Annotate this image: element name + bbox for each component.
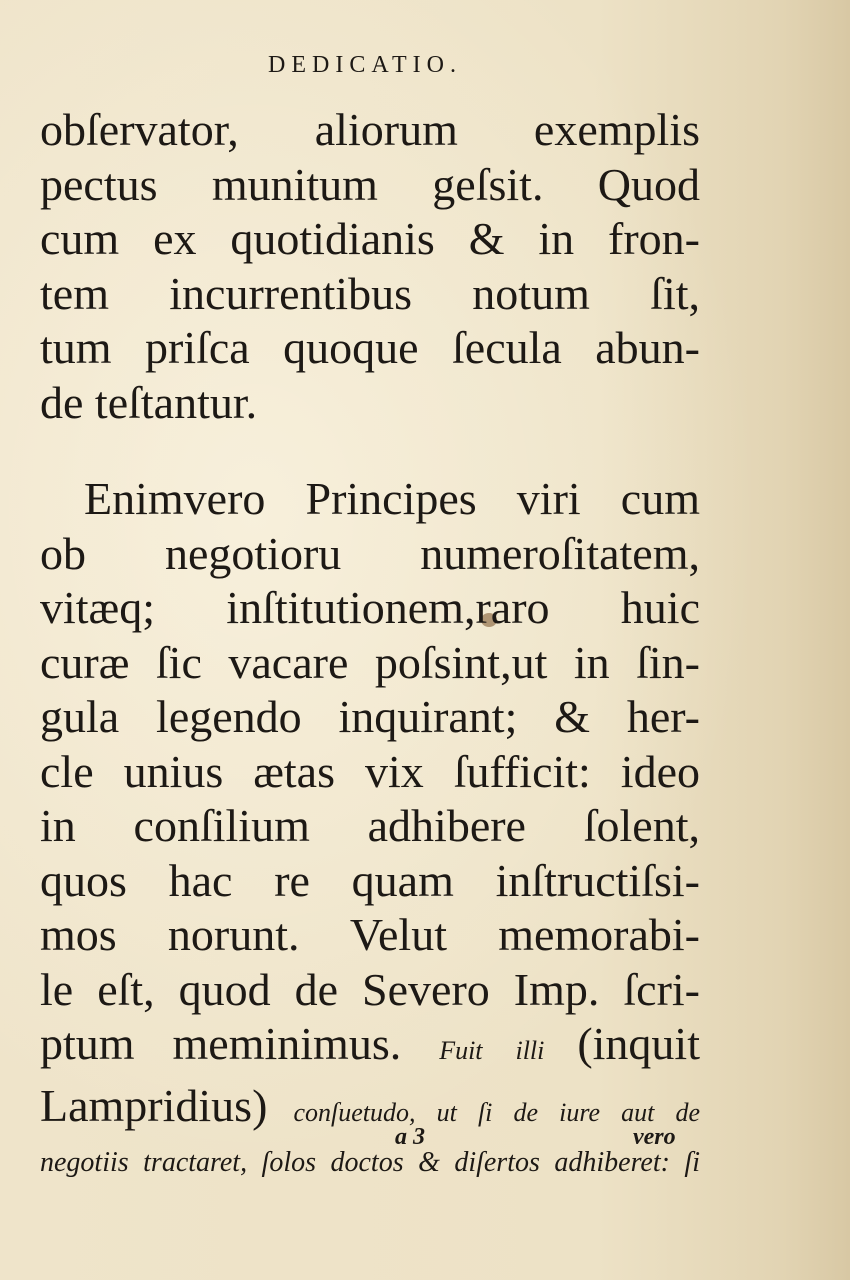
text-line — [40, 581, 700, 636]
roman-text: cum ex quotidianis & in fron- — [40, 213, 700, 264]
text-line — [40, 376, 700, 431]
text-line — [40, 472, 700, 527]
text-line — [40, 799, 700, 854]
roman-text: mos norunt. Velut memorabi- — [40, 909, 700, 960]
roman-text: Enimvero Principes viri cum — [84, 473, 700, 524]
running-head: DEDICATIO. — [268, 52, 462, 78]
roman-text: vitæq; inſtitutionem,raro huic — [40, 582, 700, 633]
text-line — [40, 321, 700, 376]
roman-text: in conſilium adhibere ſolent, — [40, 800, 700, 851]
text-line — [40, 267, 700, 322]
text-line — [40, 158, 700, 213]
roman-text: le eſt, quod de Severo Imp. ſcri- — [40, 963, 700, 1015]
roman-text: de teſtantur. — [40, 376, 258, 428]
roman-text: obſervator, aliorum exemplis — [40, 104, 700, 155]
roman-text: Lampridius) — [40, 1079, 294, 1131]
text-line — [40, 1144, 700, 1182]
text-line — [40, 1079, 700, 1141]
roman-text: quos hac re quam inſtructiſsi- — [40, 854, 700, 906]
roman-text: gula legendo inquirant; & her- — [40, 691, 700, 742]
roman-text: (inquit — [577, 1018, 700, 1069]
text-line — [40, 636, 700, 691]
text-line — [40, 527, 700, 582]
roman-text: tem incurrentibus notum ſit, — [40, 267, 700, 319]
text-line — [40, 103, 700, 158]
text-line — [40, 963, 700, 1018]
roman-text: curæ ſic vacare poſsint,ut in ſin- — [40, 636, 700, 688]
italic-text: conſuetudo, ut ſi de iure aut de — [293, 1097, 700, 1127]
italic-text: negotiis tractaret, ſolos doctos & diſertos adhiberet: ſi — [40, 1147, 700, 1178]
italic-text: Fuit illi — [439, 1036, 578, 1065]
roman-text: cle unius ætas vix ſufficit: ideo — [40, 745, 700, 797]
paragraph-gap — [40, 430, 700, 472]
body-text — [40, 103, 700, 1182]
text-line — [40, 212, 700, 267]
text-line — [40, 908, 700, 963]
text-line — [40, 690, 700, 745]
roman-text: ob negotioru numeroſitatem, — [40, 527, 700, 579]
text-line — [40, 745, 700, 800]
roman-text: pectus munitum geſsit. Quod — [40, 158, 700, 210]
roman-text: ptum meminimus. — [40, 1018, 440, 1069]
text-line — [40, 1017, 700, 1079]
signature-mark: a 3 — [395, 1124, 425, 1150]
roman-text: tum priſca quoque ſecula abun- — [40, 322, 700, 373]
text-line — [40, 854, 700, 909]
catchword: vero — [633, 1124, 676, 1150]
